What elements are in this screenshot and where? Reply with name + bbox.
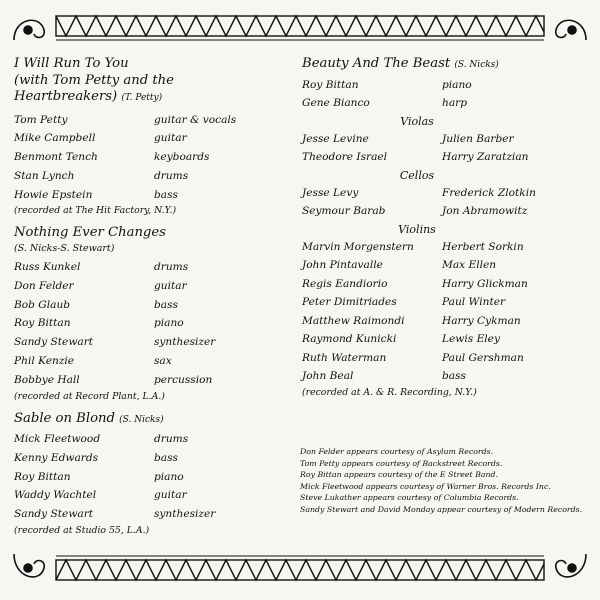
musician-name: Phil Kenzie — [14, 354, 75, 367]
musician-instrument: bass — [154, 451, 178, 464]
musician-instrument: percussion — [154, 373, 213, 386]
musician-row — [14, 333, 294, 352]
player-pair-row — [302, 367, 592, 386]
player-name: Max Ellen — [442, 259, 497, 271]
recording-location: (recorded at The Hit Factory, N.Y.) — [14, 205, 177, 217]
song-title-beauty-and-the-beast — [302, 56, 592, 74]
left-credits-column — [14, 56, 294, 537]
musician-row — [14, 148, 294, 167]
player-pair-row — [302, 148, 592, 167]
courtesy-line: Roy Bittan appears courtesy of the E Street Band. — [300, 470, 499, 480]
section-heading-violas: Violas — [400, 114, 434, 128]
musician-name: Tom Petty — [14, 113, 68, 126]
song-title-line-text: Heartbreakers) — [14, 89, 118, 104]
musician-name: Bob Glaub — [14, 298, 71, 311]
player-name: Julien Barber — [442, 132, 514, 145]
musician-name: Roy Bittan — [302, 78, 359, 91]
musician-row — [14, 277, 294, 296]
musician-instrument: keyboards — [154, 151, 210, 164]
top-ornamental-border — [0, 6, 600, 50]
musician-row — [14, 296, 294, 315]
musician-instrument: drums — [154, 260, 189, 273]
musician-name: Don Felder — [14, 279, 74, 292]
musician-name: Waddy Wachtel — [14, 489, 97, 502]
musician-instrument: bass — [154, 298, 178, 311]
musician-row — [302, 76, 592, 95]
player-pair-row — [302, 238, 592, 257]
player-name: Harry Zaratzian — [442, 151, 529, 163]
musician-row — [14, 186, 294, 205]
songwriter-credit: (S. Nicks) — [119, 414, 164, 425]
player-name: Theodore Israel — [302, 151, 388, 163]
song-block-i-will-run-to-you — [14, 56, 294, 217]
musician-name: Russ Kunkel — [14, 260, 81, 273]
player-name: Harry Cykman — [442, 314, 521, 327]
song-title-line — [14, 89, 294, 107]
musician-row — [302, 94, 592, 113]
player-pair-row — [302, 130, 592, 149]
player-name: Frederick Zlotkin — [442, 186, 536, 199]
courtesy-line: Steve Lukather appears courtesy of Columbia Records. — [300, 493, 519, 503]
player-name: Jon Abramowitz — [442, 205, 528, 217]
musician-instrument: synthesizer — [154, 336, 216, 349]
musician-row — [14, 371, 294, 390]
musician-name: Roy Bittan — [14, 470, 71, 483]
musician-name: Howie Epstein — [14, 188, 93, 201]
musician-instrument: piano — [154, 317, 184, 330]
musician-name: Mick Fleetwood — [14, 433, 101, 446]
player-instrument: bass — [442, 370, 466, 382]
musician-instrument: drums — [154, 169, 189, 182]
song-block-sable-on-blond — [14, 411, 294, 537]
player-name: Jesse Levy — [302, 186, 359, 199]
musician-name: Sandy Stewart — [14, 336, 94, 349]
player-name: John Beal — [302, 370, 354, 382]
musician-instrument: drums — [154, 433, 189, 446]
player-name: Ruth Waterman — [302, 351, 387, 364]
musician-instrument: harp — [442, 97, 467, 109]
player-pair-row — [302, 330, 592, 349]
musician-name: Mike Campbell — [14, 132, 96, 145]
musician-row — [14, 449, 294, 468]
musician-instrument: bass — [154, 188, 178, 201]
musician-instrument: guitar — [154, 489, 187, 502]
song-block-nothing-ever-changes — [14, 225, 294, 402]
musician-row — [14, 129, 294, 148]
musician-row — [14, 111, 294, 130]
courtesy-line: Tom Petty appears courtesy of Backstreet Records. — [300, 458, 503, 468]
courtesy-line: Sandy Stewart and David Monday appear courtesy of Modern Records. — [300, 504, 583, 514]
player-pair-row — [302, 349, 592, 368]
song-title-line: (with Tom Petty and the — [14, 72, 174, 88]
songwriter-credit: (S. Nicks) — [454, 60, 499, 70]
player-name: Matthew Raimondi — [302, 314, 405, 327]
player-name: Peter Dimitriades — [302, 296, 397, 308]
player-name: Raymond Kunicki — [302, 333, 397, 345]
musician-name: Roy Bittan — [14, 317, 71, 330]
right-credits-column — [302, 56, 592, 399]
musician-row — [14, 314, 294, 333]
musician-row — [14, 258, 294, 277]
musician-name: Bobbye Hall — [14, 373, 80, 386]
section-heading-cellos: Cellos — [399, 168, 435, 182]
musician-instrument: piano — [154, 470, 184, 483]
musician-name: Gene Bianco — [302, 97, 370, 109]
musician-instrument: piano — [442, 78, 472, 91]
player-pair-row — [302, 256, 592, 275]
song-title-line — [14, 411, 294, 429]
recording-location: (recorded at A. & R. Recording, N.Y.) — [302, 386, 477, 398]
player-name: Paul Gershman — [442, 351, 524, 364]
courtesy-line: Don Felder appears courtesy of Asylum Records. — [300, 447, 494, 456]
musician-instrument: guitar & vocals — [154, 113, 237, 126]
musician-instrument: guitar — [154, 132, 187, 145]
songwriter-credit: (S. Nicks-S. Stewart) — [14, 242, 115, 254]
player-name: Regis Eandiorio — [302, 277, 388, 290]
musician-instrument: sax — [154, 354, 172, 367]
recording-location: (recorded at Studio 55, L.A.) — [14, 525, 150, 537]
musician-row — [14, 486, 294, 505]
musician-row — [14, 430, 294, 449]
player-pair-row — [302, 202, 592, 221]
song-title-line: I Will Run To You — [14, 56, 129, 71]
song-title-line: Nothing Ever Changes — [14, 225, 166, 241]
player-name: Lewis Eley — [442, 333, 500, 345]
courtesy-line: Mick Fleetwood appears courtesy of Warner Bros. Records Inc. — [300, 481, 551, 491]
recording-location: (recorded at Record Plant, L.A.) — [14, 390, 165, 402]
musician-name: Stan Lynch — [14, 169, 75, 182]
player-name: John Pintavalle — [302, 259, 383, 271]
musician-instrument: synthesizer — [154, 508, 216, 521]
song-title-text: Beauty And The Beast — [302, 56, 451, 71]
player-name: Harry Glickman — [442, 277, 528, 290]
musician-name: Kenny Edwards — [14, 451, 99, 464]
player-pair-row — [302, 312, 592, 331]
player-name: Herbert Sorkin — [442, 240, 524, 253]
musician-row — [14, 352, 294, 371]
player-name: Jesse Levine — [302, 132, 369, 145]
section-heading-violins: Violins — [398, 222, 436, 236]
player-name: Seymour Barab — [302, 205, 386, 217]
courtesy-notes — [300, 446, 590, 516]
musician-name: Benmont Tench — [14, 151, 98, 164]
musician-row — [14, 505, 294, 524]
musician-name: Sandy Stewart — [14, 508, 94, 521]
musician-row — [14, 167, 294, 186]
musician-instrument: guitar — [154, 279, 187, 292]
player-pair-row — [302, 275, 592, 294]
musician-row — [14, 468, 294, 487]
player-pair-row — [302, 184, 592, 203]
player-name: Marvin Morgenstern — [302, 240, 414, 253]
bottom-ornamental-border — [0, 548, 600, 596]
player-pair-row — [302, 293, 592, 312]
player-name: Paul Winter — [442, 296, 506, 308]
songwriter-credit: (T. Petty) — [121, 93, 163, 103]
song-title-line-text: Sable on Blond — [14, 410, 115, 426]
